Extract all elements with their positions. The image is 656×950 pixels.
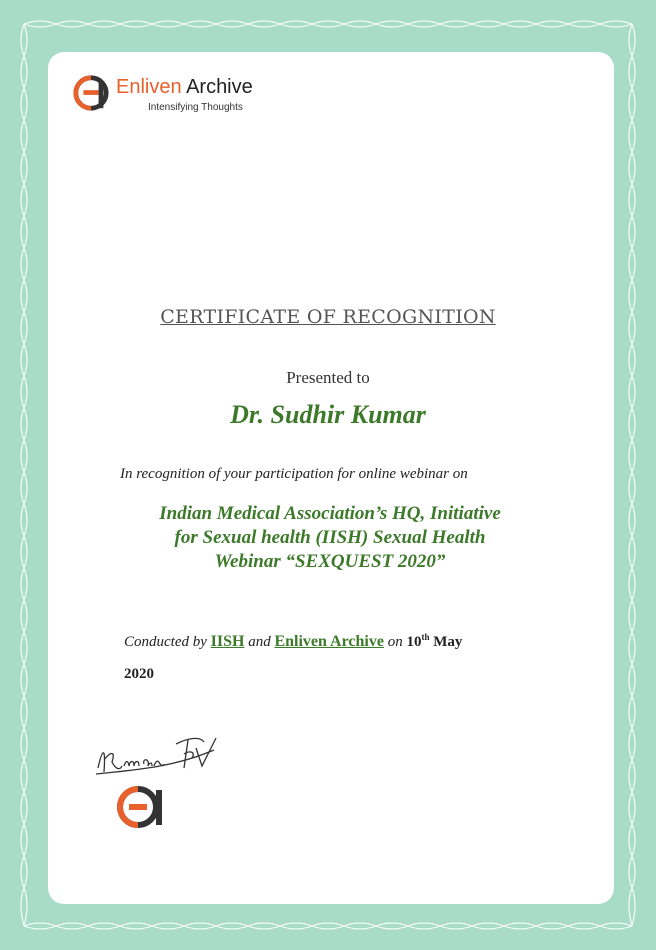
conducted-and: and <box>248 634 271 650</box>
organizer-enliven-archive: Enliven Archive <box>274 633 384 650</box>
signature-image <box>92 730 222 780</box>
logo-name: Enliven Archive <box>116 76 253 98</box>
event-title-line-2: for Sexual health (IISH) Sexual Health <box>174 527 486 548</box>
recipient-name: Dr. Sudhir Kumar <box>230 400 426 429</box>
organizer-iish: IISH <box>210 633 245 650</box>
enliven-archive-logo-icon <box>72 74 110 112</box>
event-month: May <box>433 634 463 650</box>
certificate-title: CERTIFICATE OF RECOGNITION <box>160 306 496 328</box>
event-day: 10th <box>406 632 430 650</box>
presented-to-label: Presented to <box>286 368 370 387</box>
seal-icon <box>112 782 172 832</box>
logo-tagline: Intensifying Thoughts <box>148 102 243 113</box>
event-title-line-1: Indian Medical Association’s HQ, Initiative <box>159 503 501 524</box>
event-title-line-3: Webinar “SEXQUEST 2020” <box>214 551 446 572</box>
enliven-archive-logo <box>72 72 272 116</box>
conducted-by-prefix: Conducted by <box>124 634 207 650</box>
conducted-on: on <box>387 634 403 650</box>
event-title <box>100 502 560 574</box>
conducted-by-line <box>124 632 462 651</box>
recognition-line: In recognition of your participation for online webinar on <box>120 466 468 482</box>
event-year: 2020 <box>124 666 154 682</box>
